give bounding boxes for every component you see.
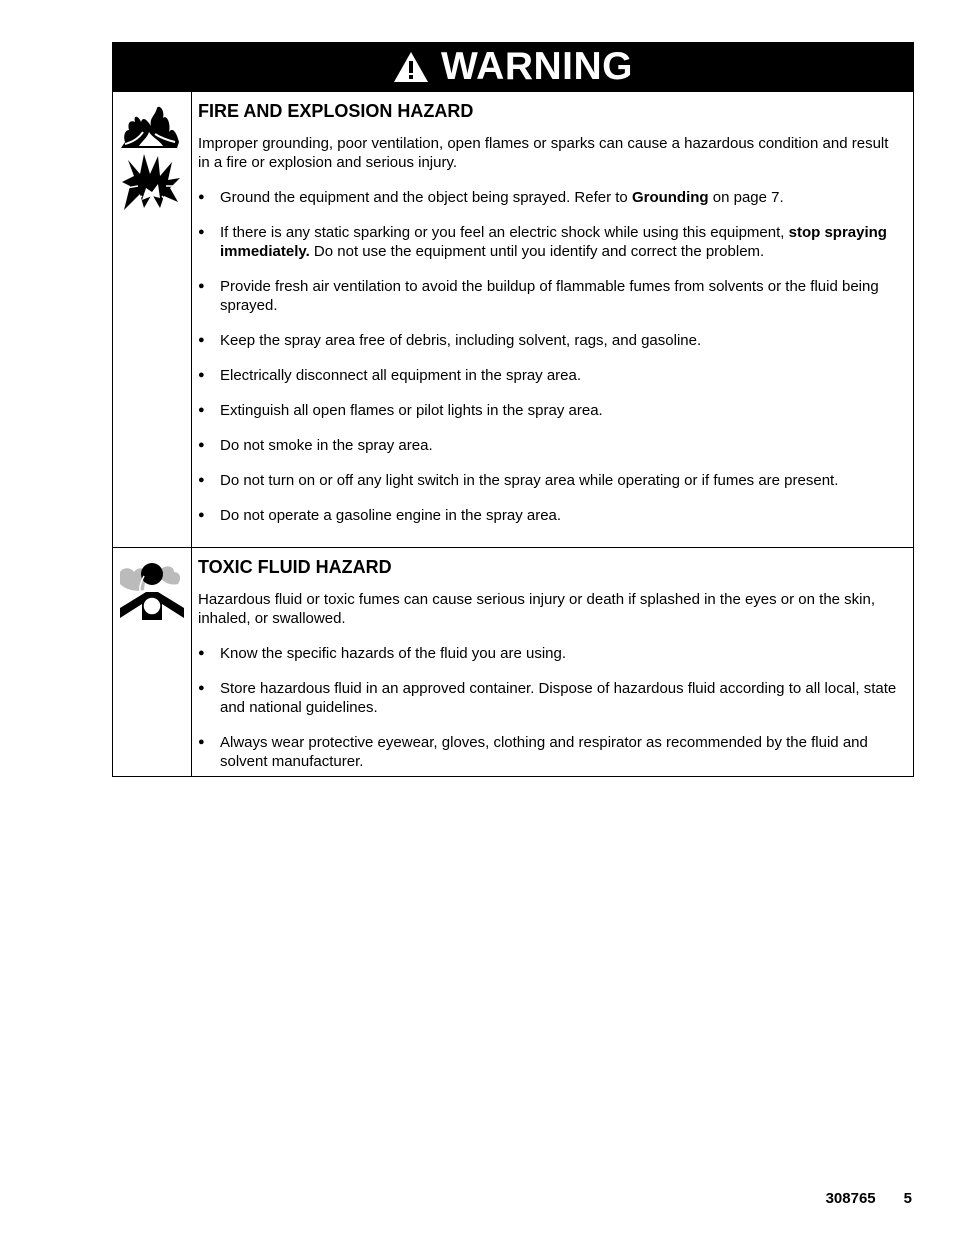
list-item: ● Extinguish all open flames or pilot lights in the spray area. [198, 401, 903, 420]
fire-hazard-list [198, 188, 903, 525]
warning-title: WARNING [441, 45, 633, 88]
toxic-hazard-icon-cell [113, 548, 192, 776]
fire-hazard-text [192, 92, 913, 547]
toxic-hazard-title: TOXIC FLUID HAZARD [198, 557, 392, 577]
explosion-icon [120, 152, 184, 212]
list-item: ● Electrically disconnect all equipment in the spray area. [198, 366, 903, 385]
list-item: ● Keep the spray area free of debris, including solvent, rags, and gasoline. [198, 331, 903, 350]
fire-hazard-row [113, 91, 913, 547]
list-item: ● Do not turn on or off any light switch in the spray area while operating or if fumes are present. [198, 471, 903, 490]
toxic-hazard-list [198, 644, 903, 771]
fire-hazard-title: FIRE AND EXPLOSION HAZARD [198, 101, 474, 121]
warning-table [112, 42, 914, 777]
list-item: ● Do not smoke in the spray area. [198, 436, 903, 455]
toxic-hazard-intro: Hazardous fluid or toxic fumes can cause serious injury or death if splashed in the eyes or on the skin, inhaled, or swallowed. [198, 591, 876, 627]
stop-spraying-emphasis: stop spraying immediately. [220, 224, 887, 260]
list-item: ● Provide fresh air ventilation to avoid the buildup of flammable fumes from solvents or the fluid being sprayed. [198, 277, 903, 315]
toxic-fumes-icon [118, 560, 184, 626]
fire-hazard-icon-cell [113, 92, 192, 547]
fire-icon [119, 102, 183, 152]
list-item: ● If there is any static sparking or you feel an electric shock while using this equipment, stop spraying immediately. Do not use the equipment until you identify and correct the problem. [198, 223, 903, 261]
grounding-reference: Grounding [631, 189, 709, 206]
toxic-hazard-row [113, 547, 913, 776]
list-item: ● Store hazardous fluid in an approved container. Dispose of hazardous fluid according to all local, state and national guidelines. [198, 679, 903, 717]
list-item: ● Always wear protective eyewear, gloves, clothing and respirator as recommended by the fluid and solvent manufacturer. [198, 733, 903, 771]
document-number: 308765 [825, 1190, 876, 1207]
toxic-hazard-text [192, 548, 913, 776]
warning-header [113, 43, 913, 91]
list-item: ● Do not operate a gasoline engine in the spray area. [198, 506, 903, 525]
warning-triangle-icon [393, 51, 429, 83]
list-item: ● Ground the equipment and the object being sprayed. Refer to Grounding on page 7. [198, 188, 903, 207]
page-number: 5 [903, 1190, 912, 1207]
list-item: ● Know the specific hazards of the fluid you are using. [198, 644, 903, 663]
fire-hazard-intro: Improper grounding, poor ventilation, open flames or sparks can cause a hazardous condition and result in a fire or explosion and serious injury. [198, 135, 889, 171]
page-footer [798, 1190, 912, 1207]
